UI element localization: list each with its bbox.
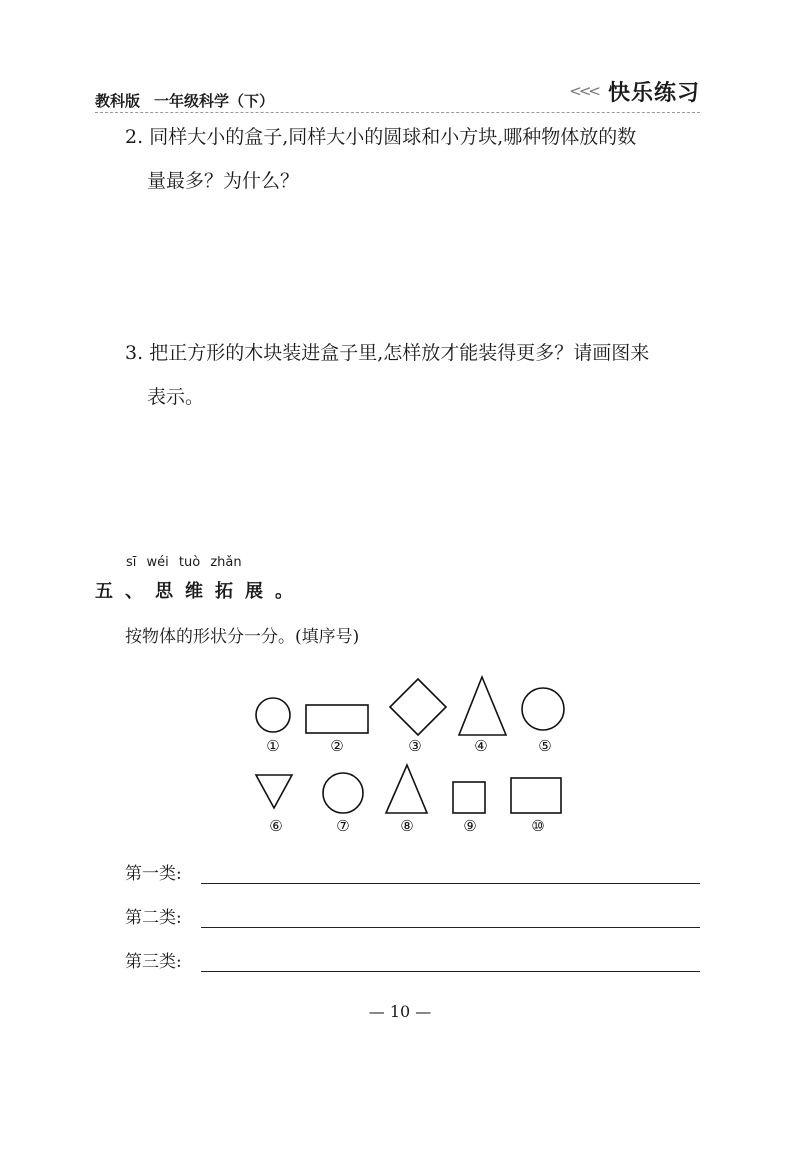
answer-line-first[interactable] bbox=[201, 883, 700, 884]
question-2 bbox=[125, 115, 636, 203]
answer-label-third: 第三类: bbox=[125, 952, 182, 972]
shape-4-triangle bbox=[459, 677, 506, 735]
shape-2-label: ② bbox=[330, 737, 344, 755]
question-text-line1: 把正方形的木块装进盒子里,怎样放才能装得更多？请画图来 bbox=[149, 342, 650, 364]
question-text-line2: 量最多？为什么？ bbox=[147, 170, 300, 192]
shape-2-rectangle bbox=[306, 705, 368, 733]
answer-label-second: 第二类: bbox=[125, 908, 182, 928]
shape-8-triangle bbox=[386, 765, 427, 813]
question-3 bbox=[125, 331, 649, 419]
shape-5-label: ⑤ bbox=[538, 737, 552, 755]
shape-7-circle bbox=[323, 773, 363, 813]
section-title: 五、思维拓展。 bbox=[95, 581, 305, 602]
answer-row-third[interactable] bbox=[125, 944, 700, 974]
shape-9-square bbox=[453, 782, 485, 813]
book-header bbox=[95, 90, 274, 111]
section-instruction: 按物体的形状分一分。(填序号) bbox=[125, 627, 360, 647]
subject-label: 一年级科学（下） bbox=[154, 92, 275, 110]
chevrons-left-icon: <<< bbox=[569, 82, 598, 100]
question-number: 2. bbox=[125, 126, 144, 148]
shape-10-label: ⑩ bbox=[531, 817, 545, 835]
shape-6-label: ⑥ bbox=[269, 817, 283, 835]
header-divider bbox=[95, 112, 700, 113]
publisher-label: 教科版 bbox=[95, 92, 141, 110]
shape-4-label: ④ bbox=[474, 737, 488, 755]
shape-1-circle bbox=[256, 698, 290, 732]
question-text-line2: 表示。 bbox=[147, 386, 205, 408]
brand-header bbox=[569, 76, 700, 106]
shape-10-rectangle bbox=[511, 778, 561, 813]
shape-6-inverted-triangle bbox=[256, 775, 292, 808]
answer-line-third[interactable] bbox=[201, 971, 700, 972]
page-number: — 10 — bbox=[368, 1002, 432, 1021]
answer-label-first: 第一类: bbox=[125, 864, 182, 884]
question-text-line1: 同样大小的盒子,同样大小的圆球和小方块,哪种物体放的数 bbox=[149, 126, 637, 148]
shape-9-label: ⑨ bbox=[463, 817, 477, 835]
shape-8-label: ⑧ bbox=[400, 817, 414, 835]
answer-line-second[interactable] bbox=[201, 927, 700, 928]
shape-3-label: ③ bbox=[408, 737, 422, 755]
shape-5-circle bbox=[522, 688, 564, 730]
question-number: 3. bbox=[125, 342, 144, 364]
shape-3-diamond bbox=[390, 679, 446, 735]
shapes-figure bbox=[240, 665, 580, 845]
brand-title: 快乐练习 bbox=[607, 80, 700, 106]
shape-1-label: ① bbox=[266, 737, 280, 755]
answer-row-second[interactable] bbox=[125, 900, 700, 930]
answer-row-first[interactable] bbox=[125, 856, 700, 886]
shape-7-label: ⑦ bbox=[336, 817, 350, 835]
section-pinyin: sī wéi tuò zhǎn bbox=[126, 555, 242, 570]
